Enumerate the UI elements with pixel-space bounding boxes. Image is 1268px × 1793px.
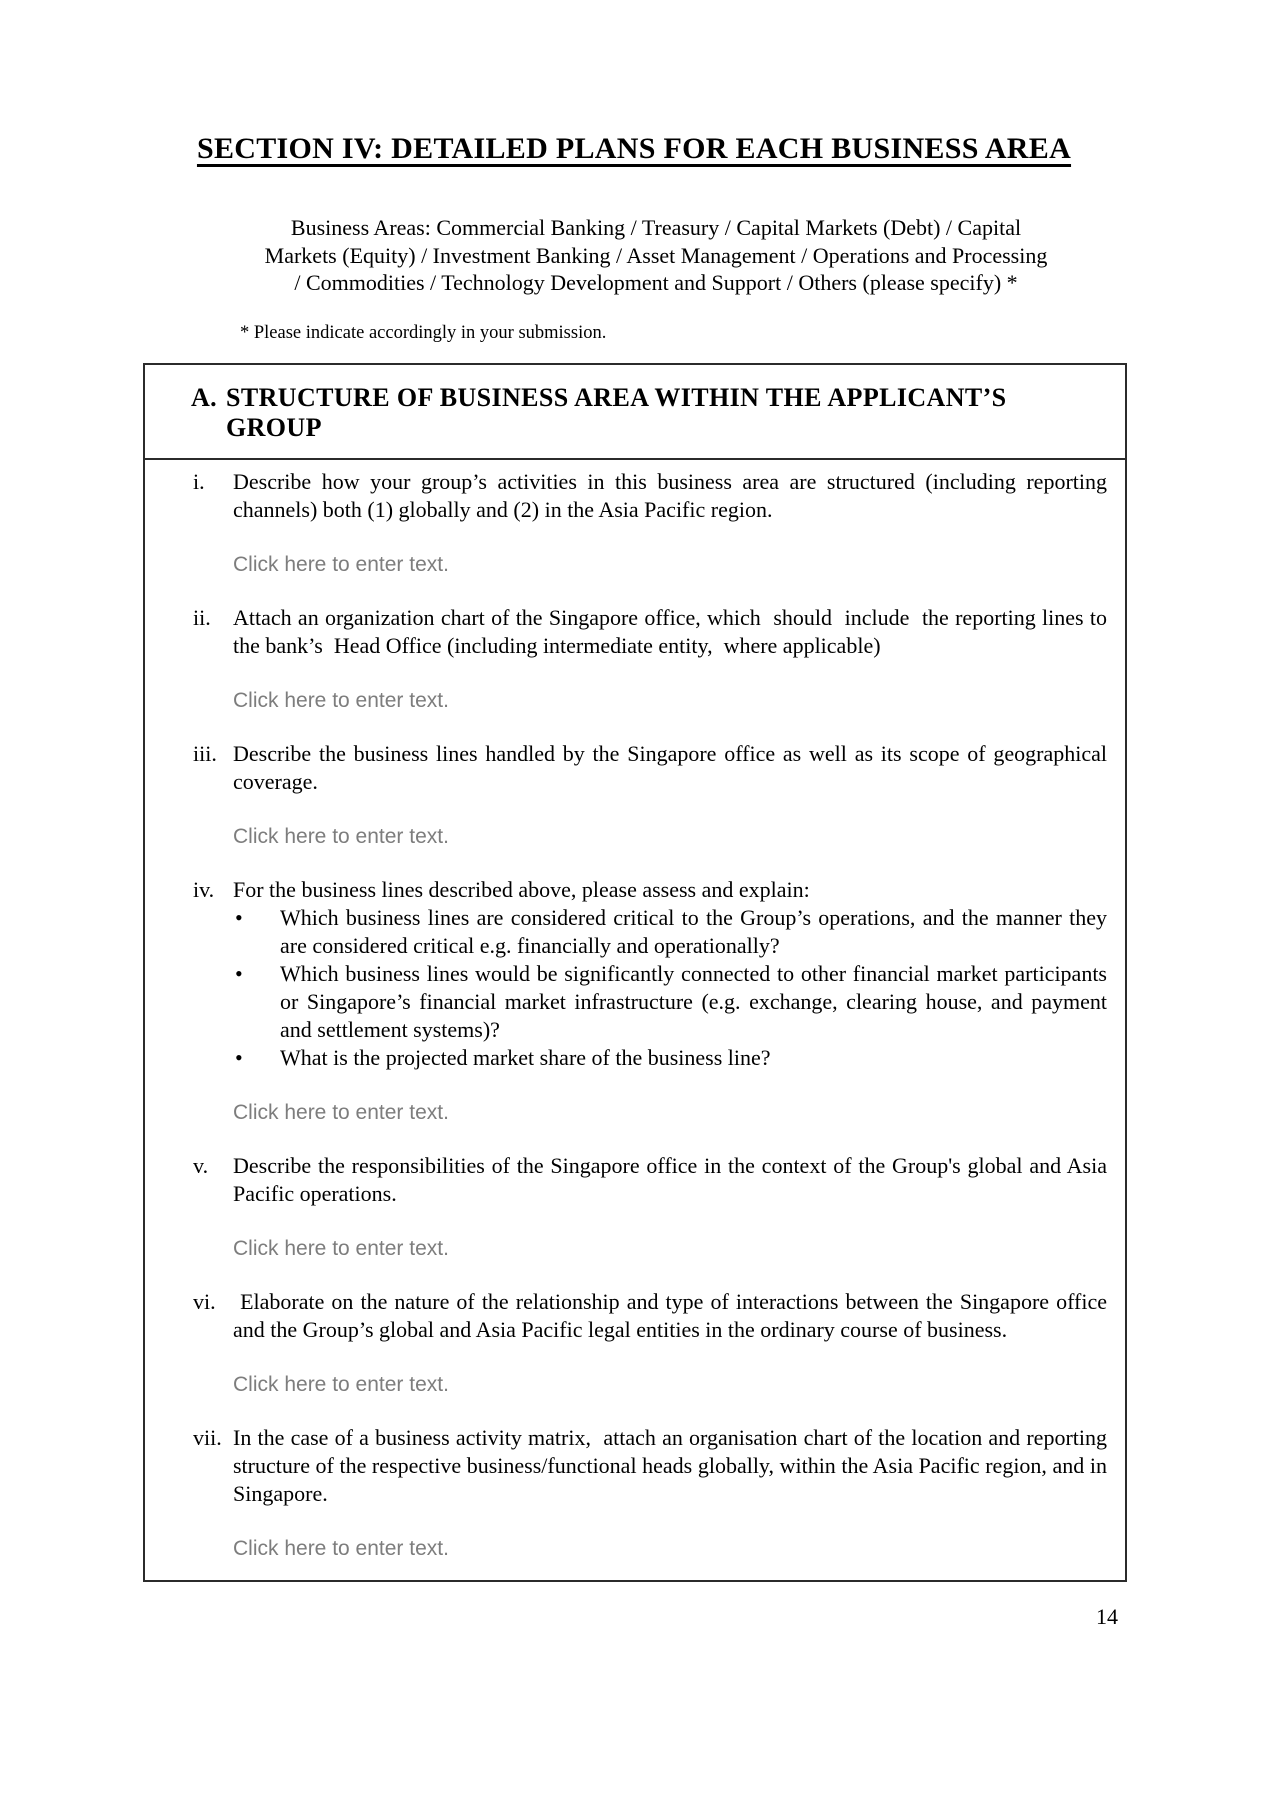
item-number: vi. xyxy=(193,1288,216,1314)
text-entry-placeholder[interactable]: Click here to enter text. xyxy=(233,552,449,576)
item-text: In the case of a business activity matrix, attach an organisation chart of the location and reporting structure of the respective business/functional heads globally, within the Asia Pacific region, and in Singapore. xyxy=(233,1424,1113,1506)
list-item xyxy=(235,1044,1107,1072)
item-text: Elaborate on the nature of the relationship and type of interactions between the Singapore office and the Group’s global and Asia Pacific legal entities in the ordinary course of business. xyxy=(233,1288,1113,1342)
item-number: iii. xyxy=(193,740,217,766)
text-entry-placeholder[interactable]: Click here to enter text. xyxy=(233,824,449,848)
text-entry-placeholder[interactable]: Click here to enter text. xyxy=(233,1536,449,1560)
item-number: i. xyxy=(193,468,205,494)
list-item xyxy=(235,904,1113,960)
item-text: For the business lines described above, please assess and explain: xyxy=(233,876,810,902)
bullet-icon: • xyxy=(235,960,243,986)
item-number: vii. xyxy=(193,1424,222,1450)
question-item-vi xyxy=(193,1288,1113,1344)
item-text: Attach an organization chart of the Singapore office, which should include the reporting lines to the bank’s Head Office (including intermediate entity, where applicable) xyxy=(233,604,1118,658)
question-item-vii xyxy=(193,1424,1113,1508)
question-item-i xyxy=(193,468,1113,524)
text-entry-placeholder[interactable]: Click here to enter text. xyxy=(233,1100,449,1124)
section-a-table xyxy=(143,363,1127,1582)
question-item-iii xyxy=(193,740,1113,796)
section-marker: A. xyxy=(191,382,218,412)
question-item-ii xyxy=(193,604,1118,660)
bullet-text: What is the projected market share of the business line? xyxy=(280,1044,771,1070)
page-title xyxy=(0,0,1268,166)
text-entry-placeholder[interactable]: Click here to enter text. xyxy=(233,1236,449,1260)
item-text: Describe how your group’s activities in this business area are structured (including reporting channels) both (1) globally and (2) in the Asia Pacific region. xyxy=(233,468,1113,522)
bullet-icon: • xyxy=(235,1044,243,1070)
subtitle-line: / Commodities / Technology Development and Support / Others (please specify) * xyxy=(294,270,1018,295)
list-item xyxy=(235,960,1113,1044)
footnote: * Please indicate accordingly in your submission. xyxy=(240,322,607,343)
bullet-list xyxy=(233,904,1113,1072)
bullet-text: Which business lines would be significantly connected to other financial market participants or Singapore’s financial market infrastructure (e.g. exchange, clearing house, and payment and settlement systems)? xyxy=(280,960,1113,1042)
item-number: iv. xyxy=(193,876,215,902)
question-item-iv xyxy=(193,876,1113,1072)
subtitle-line: Markets (Equity) / Investment Banking / Asset Management / Operations and Processing xyxy=(264,242,1048,268)
section-a-header xyxy=(145,365,1125,460)
item-number: v. xyxy=(193,1152,209,1178)
text-entry-placeholder[interactable]: Click here to enter text. xyxy=(233,1372,449,1396)
section-a-body xyxy=(145,460,1125,1580)
page-title-text: SECTION IV: DETAILED PLANS FOR EACH BUSINESS AREA xyxy=(196,132,1072,165)
item-number: ii. xyxy=(193,604,211,630)
question-item-v xyxy=(193,1152,1113,1208)
item-text: Describe the business lines handled by the Singapore office as well as its scope of geographical coverage. xyxy=(233,740,1113,794)
text-entry-placeholder[interactable]: Click here to enter text. xyxy=(233,688,449,712)
bullet-text: Which business lines are considered critical to the Group’s operations, and the manner they are considered critical e.g. financially and operationally? xyxy=(280,904,1113,958)
page-number: 14 xyxy=(1096,1603,1118,1629)
item-text: Describe the responsibilities of the Singapore office in the context of the Group's global and Asia Pacific operations. xyxy=(233,1152,1113,1206)
section-heading: STRUCTURE OF BUSINESS AREA WITHIN THE APPLICANT’S GROUP xyxy=(226,382,1007,442)
subtitle-line: Business Areas: Commercial Banking / Treasury / Capital Markets (Debt) / Capital xyxy=(290,215,1022,240)
bullet-icon: • xyxy=(235,904,243,930)
business-areas-subtitle xyxy=(0,214,1268,297)
item-content xyxy=(233,876,1113,1072)
